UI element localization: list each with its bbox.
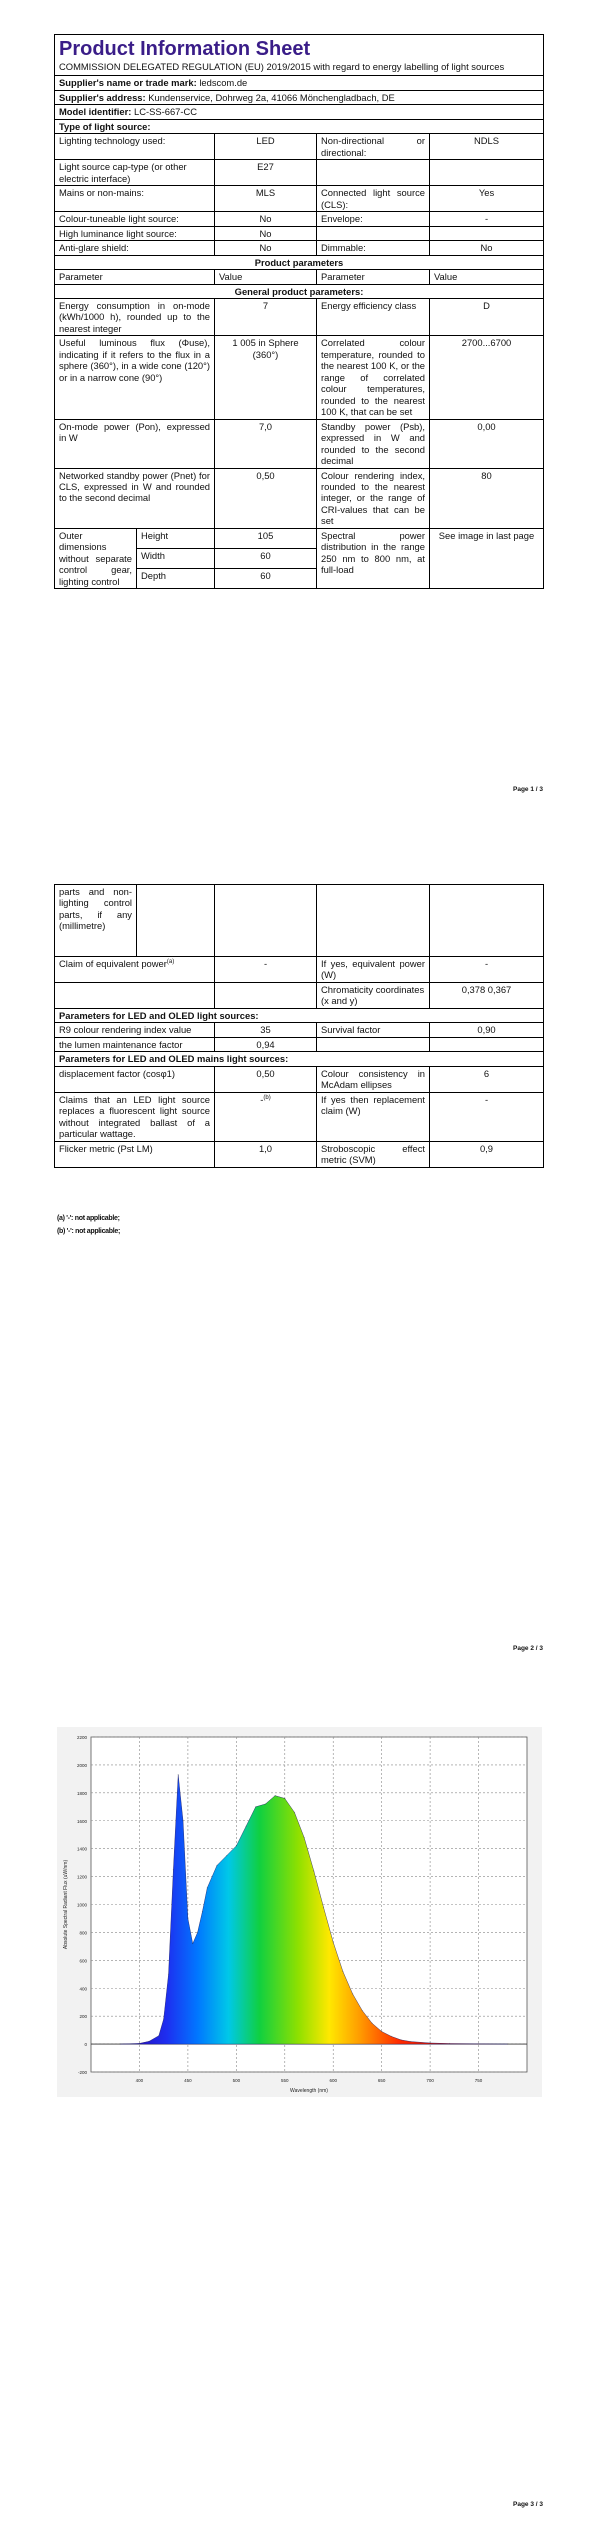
cct-value: 2700...6700 xyxy=(430,336,544,419)
spectrum-point xyxy=(173,1869,174,1870)
survival-factor-value: 0,90 xyxy=(430,1023,544,1037)
document-title: Product Information Sheet xyxy=(59,38,311,60)
replacement-claim-value: - xyxy=(430,1092,544,1141)
fluorescent-claim-label: Claims that an LED light source replaces a fluorescent light source without integrated ballast of a particular wattage. xyxy=(55,1092,215,1141)
col-parameter-1: Parameter xyxy=(55,270,215,284)
luminous-flux-label: Useful luminous flux (Φuse), indicating if it refers to the flux in a sphere (360°), in a wide cone (120°) or in a narrow cone (90°) xyxy=(55,336,215,419)
energy-consumption-label: Energy consumption in on-mode (kWh/1000 h), rounded up to the nearest integer xyxy=(55,298,215,335)
spectrum-point xyxy=(400,2039,401,2040)
spectrum-point xyxy=(236,1845,237,1846)
spectrum-point xyxy=(245,1826,246,1827)
spectrum-point xyxy=(187,1918,188,1919)
page-3 xyxy=(0,1705,595,2526)
networked-standby-label: Networked standby power (Pnet) for CLS, expressed in W and rounded to the second decimal xyxy=(55,468,215,528)
x-tick-label: 600 xyxy=(329,2078,337,2083)
spectral-power-chart xyxy=(57,1727,542,2097)
stroboscopic-label: Stroboscopic effect metric (SVM) xyxy=(317,1141,430,1167)
height-value: 105 xyxy=(215,528,317,548)
x-axis-label: Wavelength (nm) xyxy=(290,2088,328,2094)
cap-type-label: Light source cap-type (or other electric interface) xyxy=(55,160,215,186)
footnote-ref-a: (a) xyxy=(166,958,175,965)
y-tick-label: 600 xyxy=(79,1958,87,1964)
spectrum-point xyxy=(182,1820,183,1821)
spectral-label: Spectral power distribution in the range 250 nm to 800 nm, at full-load xyxy=(317,528,430,588)
product-info-table-continued xyxy=(54,884,544,1168)
y-tick-label: 1000 xyxy=(76,1902,87,1908)
directional-value: NDLS xyxy=(430,134,544,160)
spectrum-point xyxy=(323,1907,324,1908)
model-row xyxy=(55,105,544,119)
col-value-2: Value xyxy=(430,270,544,284)
chromaticity-value: 0,378 0,367 xyxy=(430,982,544,1008)
y-tick-label: 800 xyxy=(79,1930,87,1936)
x-tick-label: 500 xyxy=(232,2078,241,2083)
spectrum-point xyxy=(333,1942,334,1943)
width-value: 60 xyxy=(215,548,317,568)
cri-value: 80 xyxy=(430,468,544,528)
supplier-name-row xyxy=(55,76,544,90)
envelope-label: Envelope: xyxy=(317,212,430,226)
model-identifier: LC-SS-667-CC xyxy=(134,106,198,118)
spectrum-point xyxy=(274,1795,275,1796)
general-params-header: General product parameters: xyxy=(55,284,544,298)
spectrum-point xyxy=(178,1774,179,1775)
spectrum-point xyxy=(207,1887,208,1888)
anti-glare-label: Anti-glare shield: xyxy=(55,241,215,255)
r9-value: 35 xyxy=(215,1023,317,1037)
equivalent-power-w-value: - xyxy=(430,957,544,983)
spectrum-point xyxy=(149,2041,150,2042)
y-tick-label: -200 xyxy=(77,2070,87,2075)
spectrum-point xyxy=(197,1932,198,1933)
spectrum-point xyxy=(449,2043,450,2044)
spectrum-point xyxy=(478,2043,479,2044)
depth-label: Depth xyxy=(137,569,215,589)
x-tick-label: 750 xyxy=(474,2078,483,2083)
equivalent-power-claim-value: - xyxy=(215,957,317,983)
spectrum-point xyxy=(139,2043,140,2044)
spectrum-point xyxy=(410,2041,411,2042)
width-label: Width xyxy=(137,548,215,568)
cri-label: Colour rendering index, rounded to the nearest integer, or the range of CRI-values that can be set xyxy=(317,468,430,528)
y-tick-label: 2200 xyxy=(76,1735,87,1740)
equivalent-power-w-label: If yes, equivalent power (W) xyxy=(317,957,430,983)
spectral-value: See image in last page xyxy=(430,528,544,588)
page-1 xyxy=(0,0,595,812)
spectrum-point xyxy=(391,2036,392,2037)
lumen-maintenance-value: 0,94 xyxy=(215,1037,317,1051)
supplier-address-label: Supplier's address: xyxy=(59,91,146,103)
spectrum-point xyxy=(342,1971,343,1972)
envelope-value: - xyxy=(430,212,544,226)
spectrum-point xyxy=(119,2043,120,2044)
document-subtitle: COMMISSION DELEGATED REGULATION (EU) 2019/2015 with regard to energy labelling of light sources xyxy=(59,61,505,72)
flicker-label: Flicker metric (Pst LM) xyxy=(55,1141,215,1167)
networked-standby-value: 0,50 xyxy=(215,468,317,528)
dimmable-value: No xyxy=(430,241,544,255)
title-cell xyxy=(55,35,544,76)
displacement-factor-label: displacement factor (cosφ1) xyxy=(55,1066,215,1092)
survival-factor-label: Survival factor xyxy=(317,1023,430,1037)
energy-consumption-value: 7 xyxy=(215,298,317,335)
on-mode-power-label: On-mode power (Pon), expressed in W xyxy=(55,419,215,468)
supplier-name-label: Supplier's name or trade mark: xyxy=(59,77,197,89)
led-params-header: Parameters for LED and OLED light sources: xyxy=(55,1008,544,1022)
supplier-address: Kundenservice, Dohrweg 2a, 41066 Mönchengladbach, DE xyxy=(148,91,395,103)
footnote-a: (a) '-': not applicable; xyxy=(57,1215,120,1222)
spectrum-point xyxy=(202,1911,203,1912)
lighting-tech-value: LED xyxy=(215,134,317,160)
flicker-value: 1,0 xyxy=(215,1141,317,1167)
cct-label: Correlated colour temperature, rounded to the nearest 100 K, or the range of correlated colour temperatures, rounded to the nearest 100 K, that can be set xyxy=(317,336,430,419)
light-source-type-header: Type of light source: xyxy=(55,119,544,133)
height-label: Height xyxy=(137,528,215,548)
connected-value: Yes xyxy=(430,186,544,212)
spectrum-point xyxy=(352,1993,353,1994)
spectrum-point xyxy=(304,1837,305,1838)
connected-label: Connected light source (CLS): xyxy=(317,186,430,212)
standby-power-value: 0,00 xyxy=(430,419,544,468)
spectrum-point xyxy=(216,1865,217,1866)
displacement-factor-value: 0,50 xyxy=(215,1066,317,1092)
high-luminance-value: No xyxy=(215,226,317,240)
spectrum-point xyxy=(158,2035,159,2036)
x-tick-label: 650 xyxy=(377,2078,386,2083)
equivalent-power-claim-label: Claim of equivalent power$^{(a)}$ xyxy=(55,957,215,983)
spectrum-point xyxy=(192,1943,193,1944)
outer-dimensions-label: Outer dimensions without separate control gear, lighting control xyxy=(55,528,137,588)
spectrum-point xyxy=(226,1855,227,1856)
on-mode-power-value: 7,0 xyxy=(215,419,317,468)
spectrum-point xyxy=(430,2042,431,2043)
anti-glare-value: No xyxy=(215,241,317,255)
spectrum-point xyxy=(294,1812,295,1813)
lighting-tech-label: Lighting technology used: xyxy=(55,134,215,160)
energy-class-label: Energy efficiency class xyxy=(317,298,430,335)
directional-label: Non-directional or directional: xyxy=(317,134,430,160)
y-tick-label: 0 xyxy=(84,2042,87,2048)
mains-label: Mains or non-mains: xyxy=(55,186,215,212)
product-params-header: Product parameters xyxy=(55,255,544,269)
supplier-name: ledscom.de xyxy=(199,77,248,89)
spectrum-point xyxy=(313,1870,314,1871)
model-label: Model identifier: xyxy=(59,106,132,118)
x-tick-label: 450 xyxy=(184,2078,192,2083)
outer-dimensions-continued: parts and non-lighting control parts, if any (millimetre) xyxy=(55,885,137,957)
page-number: Page 1 / 3 xyxy=(513,786,543,793)
colour-tuneable-label: Colour-tuneable light source: xyxy=(55,212,215,226)
spectrum-point xyxy=(371,2023,372,2024)
chromaticity-label: Chromaticity coordinates (x and y) xyxy=(317,982,430,1008)
y-tick-label: 2000 xyxy=(76,1762,87,1768)
spectrum-point xyxy=(362,2010,363,2011)
luminous-flux-value: 1 005 in Sphere (360°) xyxy=(215,336,317,419)
y-tick-label: 200 xyxy=(79,2014,87,2020)
lumen-maintenance-label: the lumen maintenance factor xyxy=(55,1037,215,1051)
col-value-1: Value xyxy=(215,270,317,284)
col-parameter-2: Parameter xyxy=(317,270,430,284)
colour-tuneable-value: No xyxy=(215,212,317,226)
macadam-value: 6 xyxy=(430,1066,544,1092)
spectrum-point xyxy=(168,1974,169,1975)
page-number: Page 2 / 3 xyxy=(513,1645,543,1652)
led-mains-params-header: Parameters for LED and OLED mains light sources: xyxy=(55,1052,544,1066)
standby-power-label: Standby power (Psb), expressed in W and rounded to the second decimal xyxy=(317,419,430,468)
product-info-table xyxy=(54,34,544,589)
stroboscopic-value: 0,9 xyxy=(430,1141,544,1167)
y-tick-label: 1600 xyxy=(76,1818,87,1824)
spectrum-point xyxy=(284,1798,285,1799)
y-tick-label: 1400 xyxy=(76,1846,87,1852)
cap-type-value: E27 xyxy=(215,160,317,186)
supplier-address-row xyxy=(55,90,544,104)
spectrum-point xyxy=(381,2031,382,2032)
depth-value: 60 xyxy=(215,569,317,589)
x-tick-label: 400 xyxy=(135,2078,144,2083)
high-luminance-label: High luminance light source: xyxy=(55,226,215,240)
energy-class-value: D xyxy=(430,298,544,335)
footnote-ref-b: (b) xyxy=(263,1094,271,1101)
spectrum-point xyxy=(265,1803,266,1804)
y-tick-label: 1200 xyxy=(76,1874,87,1880)
dimmable-label: Dimmable: xyxy=(317,241,430,255)
macadam-label: Colour consistency in McAdam ellipses xyxy=(317,1066,430,1092)
x-tick-label: 550 xyxy=(281,2078,289,2083)
y-tick-label: 1800 xyxy=(76,1790,87,1796)
replacement-claim-label: If yes then replacement claim (W) xyxy=(317,1092,430,1141)
spectrum-svg xyxy=(57,1727,542,2097)
r9-label: R9 colour rendering index value xyxy=(55,1023,215,1037)
page-2 xyxy=(0,870,595,1670)
y-axis-label: Absolute Spectral Radiant Flux (uW/nm) xyxy=(63,1859,69,1950)
x-tick-label: 700 xyxy=(426,2078,434,2083)
y-tick-label: 400 xyxy=(79,1986,87,1992)
spectrum-point xyxy=(255,1806,256,1807)
mains-value: MLS xyxy=(215,186,317,212)
footnote-b: (b) '-': not applicable; xyxy=(57,1228,121,1235)
page-number: Page 3 / 3 xyxy=(513,2501,543,2508)
spectrum-point xyxy=(507,2043,508,2044)
spectrum-point xyxy=(163,2018,164,2019)
fluorescent-claim-value: -$^{(b)}$ xyxy=(215,1092,317,1141)
